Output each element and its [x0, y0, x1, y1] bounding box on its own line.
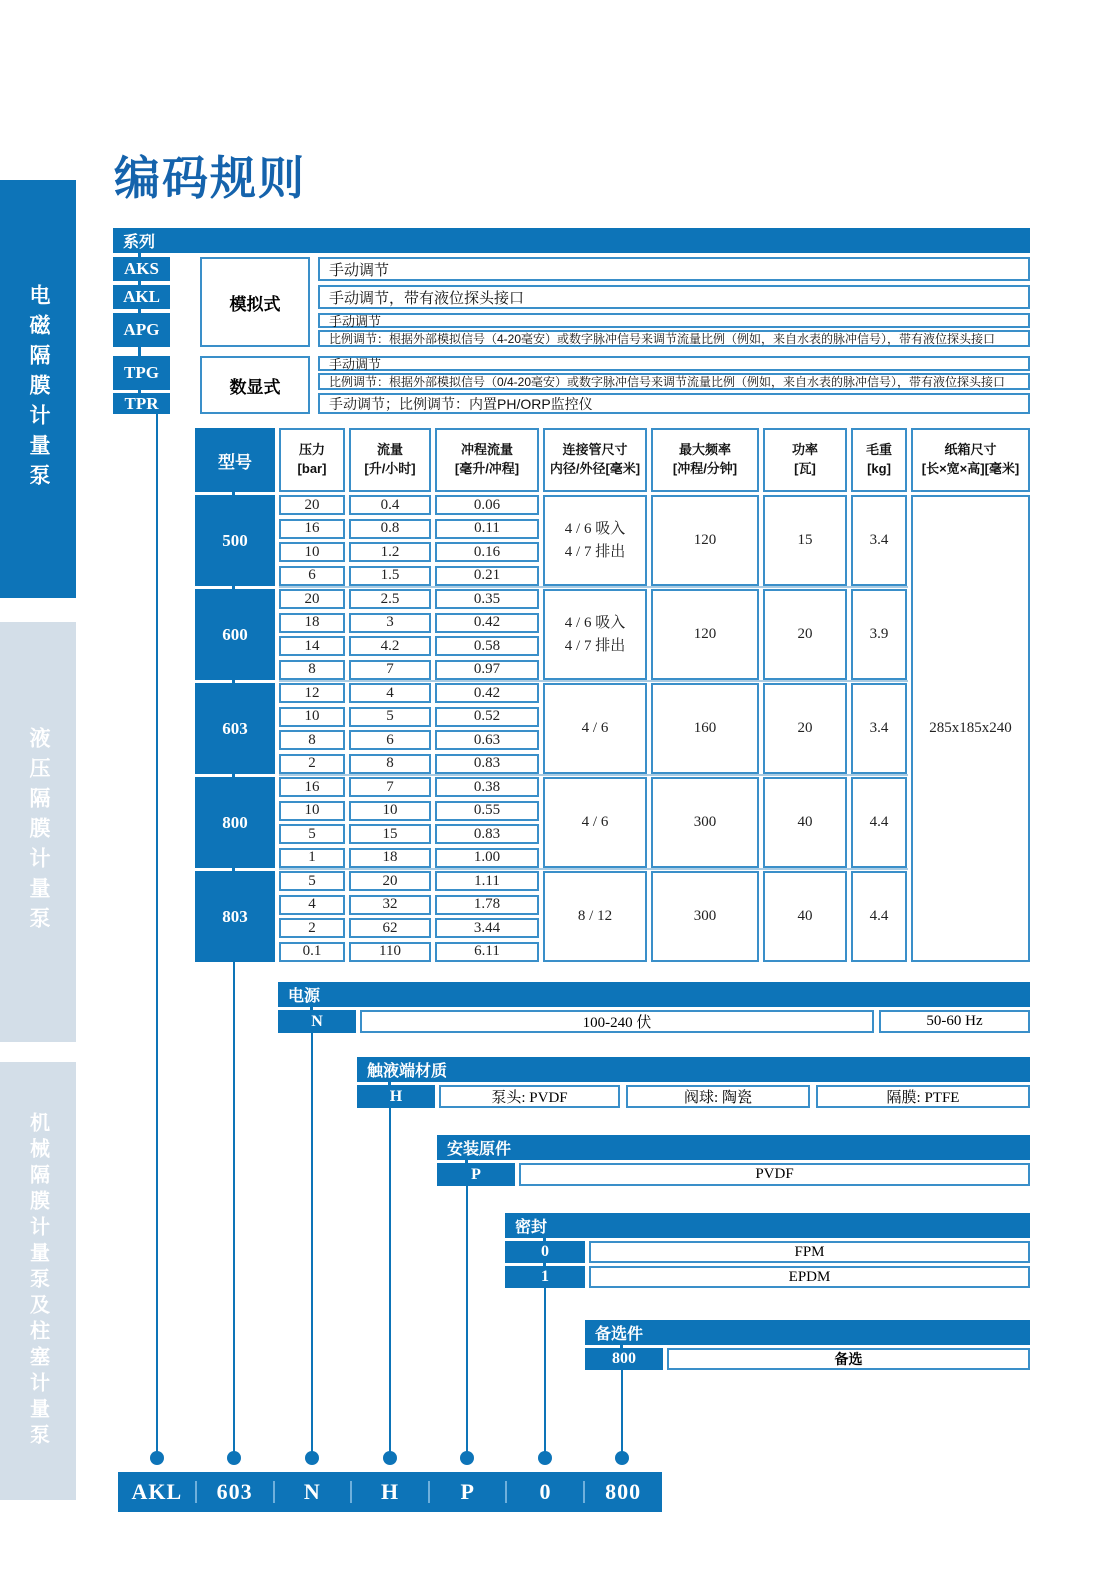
connection-suction: 4 / 6 吸入: [564, 615, 626, 631]
series-desc-aks: 手动调节: [318, 257, 1030, 281]
code-bar-divider: [195, 1481, 197, 1503]
pressure-value: 2: [279, 918, 345, 938]
header-title: 毛重: [865, 442, 892, 458]
power-supply-voltage: 100-240 伏: [360, 1010, 874, 1033]
series-desc-akl: 手动调节，带有液位探头接口: [318, 285, 1030, 309]
spec-header-model: 型号: [195, 428, 275, 492]
stroke-value: 0.42: [435, 683, 539, 703]
flow-value: 8: [349, 754, 431, 774]
spec-header-power: [763, 428, 847, 492]
series-desc-apg-proportional: 比例调节：根据外部模拟信号（4-20毫安）或数字脉冲信号来调节流量比例（例如，来自水表的脉冲信号），带有液位探头接口: [318, 330, 1030, 347]
model-code-optional: 800: [605, 1479, 642, 1504]
header-title: 功率: [791, 442, 818, 458]
model-cell-803: 803: [195, 871, 275, 962]
pressure-value: 20: [279, 589, 345, 609]
group-separator: [279, 868, 908, 870]
model-code-power: N: [303, 1479, 321, 1504]
connector-dot: [538, 1451, 552, 1465]
sidebar-tab-label: 液压隔膜计量泵: [27, 727, 50, 937]
pressure-value: 18: [279, 613, 345, 633]
weight-cell: 4.4: [851, 871, 907, 962]
pressure-value: 0.1: [279, 942, 345, 962]
wetted-material-header-bar: 触液端材质: [357, 1057, 1030, 1082]
model-cell-603: 603: [195, 683, 275, 774]
stroke-value: 0.52: [435, 707, 539, 727]
header-unit: [bar]: [297, 461, 327, 476]
series-group-digital: 数显式: [200, 356, 310, 414]
carton-size-cell: 285x185x240: [911, 495, 1030, 962]
stroke-value: 0.83: [435, 754, 539, 774]
power-supply-frequency: 50-60 Hz: [879, 1010, 1030, 1033]
stroke-value: 1.78: [435, 895, 539, 915]
weight-cell: 4.4: [851, 777, 907, 868]
flow-value: 7: [349, 777, 431, 797]
pressure-stack: [279, 871, 345, 962]
code-bar-divider: [350, 1481, 352, 1503]
header-unit: [冲程/分钟]: [672, 461, 738, 476]
pressure-value: 16: [279, 519, 345, 539]
connector-line-optional: [621, 1370, 623, 1455]
flow-stack: [349, 871, 431, 962]
connector-line-series: [156, 414, 158, 1455]
flow-value: 62: [349, 918, 431, 938]
flow-value: 10: [349, 801, 431, 821]
stroke-value: 0.16: [435, 542, 539, 562]
code-bar-divider: [505, 1481, 507, 1503]
connection-suction: 4 / 6 吸入: [564, 521, 626, 537]
code-bar-divider: [428, 1481, 430, 1503]
model-cell-600: 600: [195, 589, 275, 680]
power-cell: 15: [763, 495, 847, 586]
series-code-apg: APG: [113, 313, 170, 347]
seal-code-1: 1: [505, 1266, 585, 1288]
header-title: 压力: [298, 442, 325, 458]
spec-header-carton: [911, 428, 1030, 492]
pressure-value: 14: [279, 636, 345, 656]
flow-stack: [349, 589, 431, 680]
pressure-value: 4: [279, 895, 345, 915]
model-code-model: 603: [216, 1479, 253, 1504]
spec-header-connection: [543, 428, 647, 492]
connector-dot: [615, 1451, 629, 1465]
stroke-value: 0.21: [435, 566, 539, 586]
stroke-value: 3.44: [435, 918, 539, 938]
connector-dot: [305, 1451, 319, 1465]
optional-parts-value: 备选: [667, 1348, 1030, 1370]
connector-line-power-supply: [311, 1033, 313, 1455]
connection-cell: 4 / 6: [543, 777, 647, 868]
series-code-aks: AKS: [113, 257, 170, 281]
series-code-tpg: TPG: [113, 356, 170, 390]
flow-stack: [349, 495, 431, 586]
stroke-value: 0.58: [435, 636, 539, 656]
header-title: 冲程流量: [460, 442, 513, 458]
stroke-stack: [435, 777, 539, 868]
model-code-seal: 0: [539, 1479, 552, 1504]
connection-cell: 4 / 6: [543, 683, 647, 774]
model-code-bar: [118, 1472, 662, 1512]
sidebar-tab-hydraulic-diaphragm-pumps[interactable]: [0, 622, 76, 1042]
model-cell-800: 800: [195, 777, 275, 868]
pressure-value: 10: [279, 801, 345, 821]
pressure-stack: [279, 589, 345, 680]
stroke-value: 0.83: [435, 824, 539, 844]
sidebar-tab-solenoid-diaphragm-pumps[interactable]: [0, 180, 76, 598]
power-cell: 20: [763, 683, 847, 774]
optional-parts-code: 800: [585, 1348, 663, 1370]
stroke-value: 0.55: [435, 801, 539, 821]
weight-cell: 3.4: [851, 683, 907, 774]
header-unit: [长×宽×高][毫米]: [921, 461, 1020, 476]
seal-code-0: 0: [505, 1241, 585, 1263]
model-cell-500: 500: [195, 495, 275, 586]
connector-line-model: [233, 962, 235, 1455]
sidebar-tab-mechanical-diaphragm-plunger-pumps[interactable]: [0, 1062, 76, 1500]
power-supply-header-bar: 电源: [278, 982, 1030, 1007]
stroke-value: 6.11: [435, 942, 539, 962]
pressure-value: 1: [279, 848, 345, 868]
flow-value: 4: [349, 683, 431, 703]
header-unit: [升/小时]: [364, 461, 416, 476]
stroke-stack: [435, 589, 539, 680]
max-frequency-cell: 120: [651, 589, 759, 680]
flow-value: 15: [349, 824, 431, 844]
flow-stack: [349, 777, 431, 868]
series-group-analog: 模拟式: [200, 257, 310, 347]
series-desc-tpg-manual: 手动调节: [318, 356, 1030, 371]
spec-header-stroke-flow: [435, 428, 539, 492]
wetted-material-code: H: [357, 1085, 435, 1108]
flow-value: 0.4: [349, 495, 431, 515]
seal-header-bar: 密封: [505, 1213, 1030, 1238]
connector-dot: [383, 1451, 397, 1465]
page-title: 编码规则: [114, 152, 306, 204]
stroke-stack: [435, 495, 539, 586]
flow-value: 5: [349, 707, 431, 727]
pressure-value: 8: [279, 730, 345, 750]
power-supply-code: N: [278, 1010, 356, 1033]
spec-header-flow: [349, 428, 431, 492]
pressure-value: 16: [279, 777, 345, 797]
mounting-value: PVDF: [519, 1163, 1030, 1186]
mounting-header-bar: 安装原件: [437, 1135, 1030, 1160]
connector-dot: [150, 1451, 164, 1465]
sidebar-tab-label: 机械隔膜计量泵及柱塞计量泵: [26, 1112, 49, 1450]
wetted-material-valve-ball: 阀球: 陶瓷: [626, 1085, 810, 1108]
pressure-stack: [279, 495, 345, 586]
series-desc-tpg-proportional: 比例调节：根据外部模拟信号（0/4-20毫安）或数字脉冲信号来调节流量比例（例如，来自水表的脉冲信号），带有液位探头接口: [318, 373, 1030, 390]
header-title: 连接管尺寸: [562, 442, 628, 458]
weight-cell: 3.9: [851, 589, 907, 680]
stroke-value: 0.63: [435, 730, 539, 750]
header-title: 纸箱尺寸: [944, 442, 997, 458]
power-cell: 20: [763, 589, 847, 680]
code-bar-divider: [583, 1481, 585, 1503]
header-title: 流量: [376, 442, 403, 458]
pressure-value: 10: [279, 707, 345, 727]
flow-value: 3: [349, 613, 431, 633]
power-cell: 40: [763, 871, 847, 962]
connection-cell: [543, 495, 647, 586]
flow-value: 7: [349, 660, 431, 680]
connector-line-mounting: [466, 1186, 468, 1455]
wetted-material-pump-head: 泵头: PVDF: [439, 1085, 620, 1108]
series-desc-apg-manual: 手动调节: [318, 313, 1030, 328]
group-separator: [279, 680, 908, 682]
connector-line-wetted-material: [389, 1108, 391, 1455]
pressure-value: 12: [279, 683, 345, 703]
flow-value: 1.2: [349, 542, 431, 562]
header-unit: [瓦]: [794, 461, 816, 476]
seal-value-fpm: FPM: [589, 1241, 1030, 1263]
spec-header-pressure: [279, 428, 345, 492]
connection-discharge: 4 / 7 排出: [564, 543, 626, 560]
stroke-value: 0.38: [435, 777, 539, 797]
pressure-value: 6: [279, 566, 345, 586]
flow-value: 1.5: [349, 566, 431, 586]
max-frequency-cell: 300: [651, 871, 759, 962]
model-code-series: AKL: [131, 1479, 183, 1504]
series-header-bar: 系列: [113, 228, 1030, 253]
flow-value: 4.2: [349, 636, 431, 656]
group-separator: [279, 586, 908, 588]
pressure-value: 20: [279, 495, 345, 515]
stroke-stack: [435, 871, 539, 962]
max-frequency-cell: 300: [651, 777, 759, 868]
flow-value: 32: [349, 895, 431, 915]
pressure-stack: [279, 683, 345, 774]
connection-cell: 8 / 12: [543, 871, 647, 962]
spec-header-weight: [851, 428, 907, 492]
series-code-akl: AKL: [113, 285, 170, 309]
code-bar-divider: [273, 1481, 275, 1503]
stroke-stack: [435, 683, 539, 774]
weight-cell: 3.4: [851, 495, 907, 586]
header-unit: 内径/外径[毫米]: [549, 461, 641, 476]
connector-line-seal: [544, 1288, 546, 1455]
stroke-value: 1.11: [435, 871, 539, 891]
flow-stack: [349, 683, 431, 774]
connector-dot: [227, 1451, 241, 1465]
sidebar-tab-label: 电磁隔膜计量泵: [27, 284, 50, 494]
connector-dot: [460, 1451, 474, 1465]
optional-parts-header-bar: 备选件: [585, 1320, 1030, 1345]
stroke-value: 0.97: [435, 660, 539, 680]
stroke-value: 0.06: [435, 495, 539, 515]
model-code-material: H: [380, 1479, 400, 1504]
pressure-value: 5: [279, 824, 345, 844]
max-frequency-cell: 120: [651, 495, 759, 586]
seal-value-epdm: EPDM: [589, 1266, 1030, 1288]
connection-discharge: 4 / 7 排出: [564, 637, 626, 654]
pressure-value: 2: [279, 754, 345, 774]
flow-value: 2.5: [349, 589, 431, 609]
series-code-tpr: TPR: [113, 393, 170, 414]
connector-tick: [138, 347, 141, 356]
pressure-value: 8: [279, 660, 345, 680]
header-unit: [毫升/冲程]: [454, 461, 520, 476]
wetted-material-diaphragm: 隔膜: PTFE: [816, 1085, 1030, 1108]
pressure-stack: [279, 777, 345, 868]
stroke-value: 0.42: [435, 613, 539, 633]
flow-value: 0.8: [349, 519, 431, 539]
mounting-code: P: [437, 1163, 515, 1186]
connection-cell: [543, 589, 647, 680]
group-separator: [279, 774, 908, 776]
pressure-value: 10: [279, 542, 345, 562]
stroke-value: 0.35: [435, 589, 539, 609]
spec-header-max-frequency: [651, 428, 759, 492]
stroke-value: 0.11: [435, 519, 539, 539]
model-code-mounting: P: [460, 1479, 475, 1504]
power-cell: 40: [763, 777, 847, 868]
stroke-value: 1.00: [435, 848, 539, 868]
max-frequency-cell: 160: [651, 683, 759, 774]
series-desc-tpr: 手动调节；比例调节：内置PH/ORP监控仪: [318, 393, 1030, 414]
flow-value: 18: [349, 848, 431, 868]
flow-value: 6: [349, 730, 431, 750]
flow-value: 110: [349, 942, 431, 962]
header-title: 最大频率: [678, 442, 731, 458]
flow-value: 20: [349, 871, 431, 891]
header-unit: [kg]: [867, 461, 891, 476]
pressure-value: 5: [279, 871, 345, 891]
